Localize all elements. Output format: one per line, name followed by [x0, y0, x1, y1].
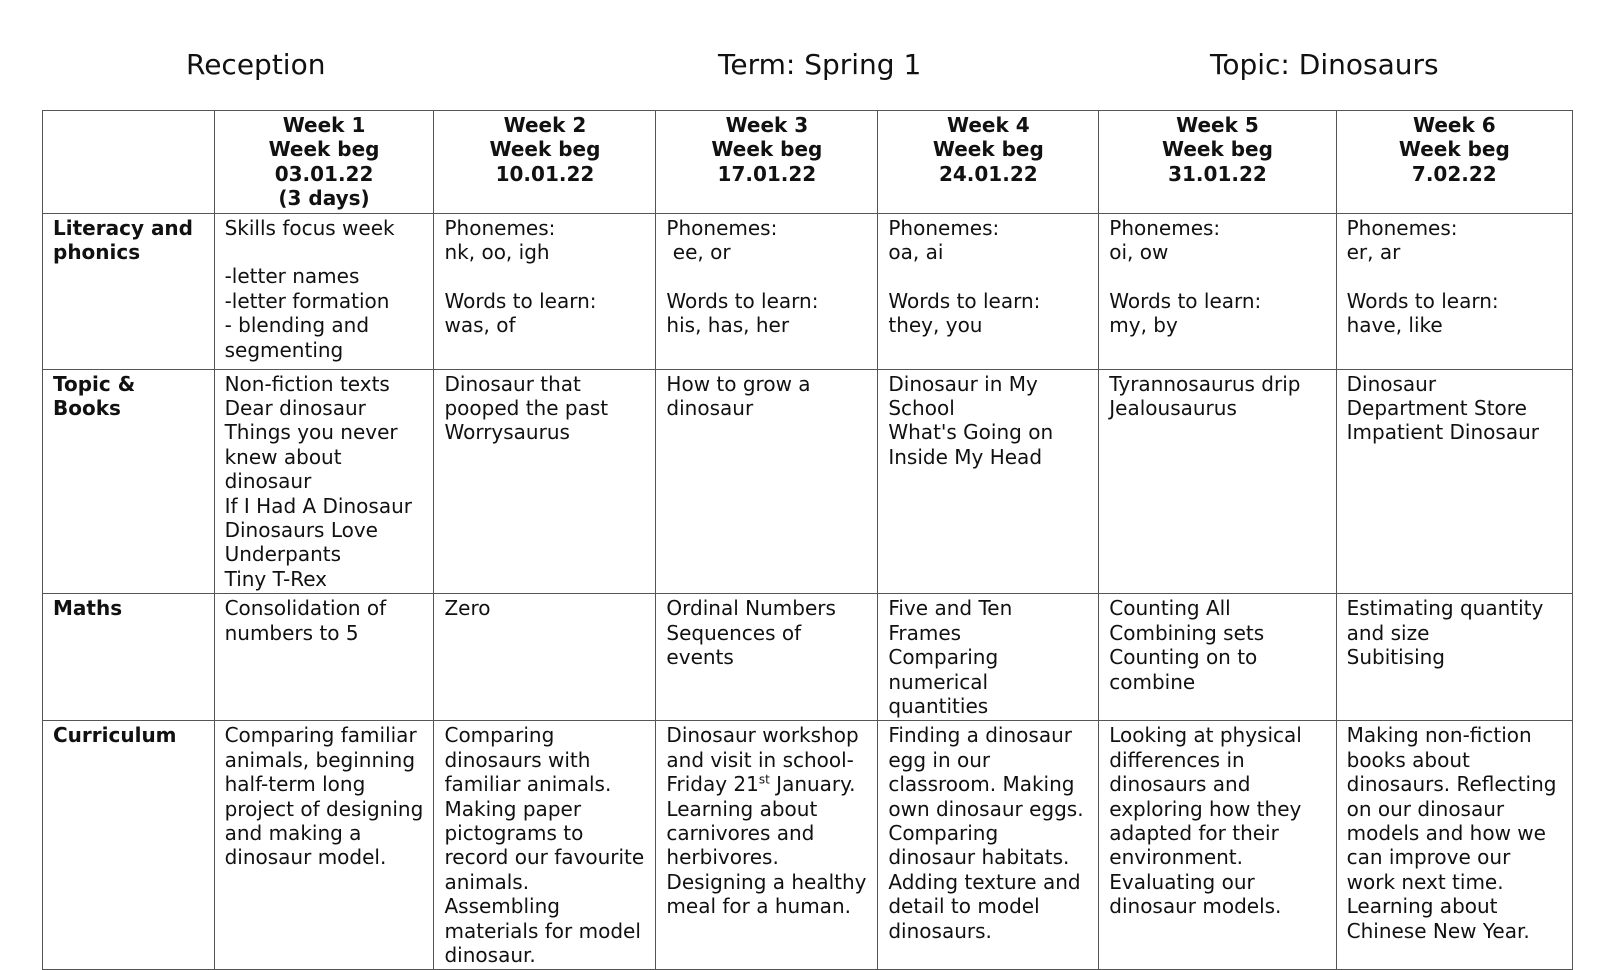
week-header-row [43, 111, 1573, 214]
cell-line: oa, ai [888, 240, 944, 265]
week-header [1336, 111, 1572, 214]
cell-line: Words to learn: [444, 288, 597, 313]
week-date: 31.01.22 [1168, 161, 1267, 186]
cell-line: was, of [444, 313, 516, 338]
literacy-cell [434, 213, 656, 369]
cell-line: Non-fiction texts [224, 371, 390, 396]
topic-cell [1336, 369, 1572, 594]
cell-line: ee, or [666, 240, 731, 265]
maths-cell [1099, 594, 1336, 721]
cell-line: Impatient Dinosaur [1346, 420, 1539, 445]
topic-cell [434, 369, 656, 594]
topic-cell [878, 369, 1099, 594]
blank-line [666, 264, 867, 288]
curriculum-row [43, 721, 1573, 970]
cell-line: Tyrannosaurus drip [1109, 371, 1301, 396]
cell-line: Words to learn: [666, 288, 819, 313]
curriculum-cell [214, 721, 434, 970]
topic-cell [1099, 369, 1336, 594]
cell-line: Combining sets [1109, 620, 1265, 645]
week-begin: Week beg 03.01.22 [268, 137, 380, 186]
curriculum-text-part: January. Learning about carnivores and herbivores. Designing a healthy meal for a human. [666, 772, 873, 919]
row-label-maths: Maths [43, 594, 215, 721]
cell-line: Phonemes: [888, 215, 1000, 240]
week-header [1099, 111, 1336, 214]
cell-line: Things you never knew about dinosaur [224, 420, 404, 494]
curriculum-cell [1099, 721, 1336, 970]
blank-line [444, 264, 645, 288]
topic-cell [656, 369, 878, 594]
cell-line: What's Going on Inside My Head [888, 420, 1060, 469]
cell-line: Sequences of events [666, 620, 808, 670]
cell-line: -letter names [224, 264, 360, 289]
maths-cell [434, 594, 656, 721]
cell-line: Words to learn: [1109, 288, 1262, 313]
week-header [656, 111, 878, 214]
week-title: Week 4 [946, 113, 1030, 137]
cell-line: er, ar [1346, 240, 1401, 265]
literacy-cell [878, 213, 1099, 369]
cell-line: Dear dinosaur [224, 396, 366, 421]
week-begin: Week beg [711, 137, 823, 162]
cell-line: Skills focus week [224, 215, 395, 240]
curriculum-text [666, 723, 873, 919]
literacy-row [43, 213, 1573, 369]
maths-cell [656, 594, 878, 721]
cell-line: Phonemes: [444, 215, 556, 240]
blank-line [888, 264, 1088, 288]
cell-line: Counting All [1109, 596, 1231, 621]
curriculum-cell [878, 721, 1099, 970]
maths-cell [878, 594, 1099, 721]
week-begin: Week beg [1398, 137, 1510, 162]
cell-line: his, has, her [666, 313, 790, 338]
cell-line: How to grow a dinosaur [666, 371, 817, 421]
cell-line: nk, oo, igh [444, 240, 550, 265]
curriculum-text: Finding a dinosaur egg in our classroom. Making own dinosaur eggs. Comparing dinosaur habitats. [888, 723, 1090, 870]
cell-line: they, you [888, 313, 983, 338]
term-label: Term: Spring 1 [718, 48, 922, 81]
curriculum-text-part: Dinosaur workshop and visit in school- Friday 21 [666, 723, 866, 797]
medium-term-plan-table [42, 110, 1573, 970]
week-header [214, 111, 434, 214]
cell-line: Ordinal Numbers [666, 596, 836, 621]
week-title: Week 2 [503, 113, 587, 137]
cell-line: Dinosaur Department Store [1346, 371, 1527, 421]
cell-line: Dinosaur that pooped the past [444, 371, 609, 421]
curriculum-cell [656, 721, 878, 970]
week-title: Week 5 [1176, 113, 1259, 137]
week-begin: Week beg [489, 137, 601, 162]
blank-line [1109, 264, 1325, 288]
row-label-literacy: Literacy and phonics [43, 213, 215, 369]
week-title: Week 3 [725, 113, 809, 137]
cell-line: - blending and segmenting [224, 313, 376, 362]
cell-line: Five and Ten Frames [888, 596, 1019, 645]
cell-line: Phonemes: [1109, 215, 1221, 240]
blank-line [1347, 264, 1562, 288]
ordinal-suffix: st [758, 772, 770, 787]
week-begin: Week beg [932, 137, 1044, 162]
week-date: (3 days) [278, 186, 370, 211]
cell-line: Jealousaurus [1109, 396, 1237, 421]
cell-line: Subitising [1346, 645, 1445, 670]
week-date: 10.01.22 [495, 161, 595, 186]
corner-cell [43, 111, 215, 214]
row-label-topic: Topic & Books [43, 369, 215, 594]
cell-line: oi, ow [1109, 240, 1169, 265]
cell-line: Phonemes: [666, 215, 778, 240]
class-label: Reception [186, 48, 326, 81]
page-header [0, 48, 1600, 88]
week-begin: Week beg [1161, 137, 1273, 162]
curriculum-text: Making non-fiction books about dinosaurs. Reflecting on our dinosaur models and how we can improve our work next time. [1346, 723, 1563, 894]
week-date: 7.02.22 [1411, 161, 1497, 186]
maths-row [43, 594, 1573, 721]
week-date: 24.01.22 [938, 161, 1038, 186]
literacy-cell [1336, 213, 1572, 369]
maths-cell [214, 594, 434, 721]
cell-line: Dinosaur in My School [888, 371, 1045, 421]
literacy-cell [214, 213, 434, 369]
curriculum-text-extra: Adding texture and detail to model dinosaurs. [888, 869, 1087, 943]
topic-label: Topic: Dinosaurs [1210, 48, 1439, 81]
curriculum-text: Comparing familiar animals, beginning half-term long project of designing and making a dinosaur model. [224, 723, 430, 870]
week-title: Week 6 [1412, 113, 1496, 137]
cell-line: have, like [1346, 313, 1443, 338]
cell-line: Tiny T-Rex [224, 566, 328, 591]
week-header [878, 111, 1099, 214]
literacy-cell [656, 213, 878, 369]
literacy-cell [1099, 213, 1336, 369]
curriculum-text: Looking at physical differences in dinosaurs and exploring how they adapted for their environment. Evaluating our dinosaur models. [1109, 723, 1309, 919]
cell-line: Comparing numerical quantities [888, 645, 1005, 718]
curriculum-cell [1336, 721, 1572, 970]
week-title: Week 1 [282, 113, 366, 137]
curriculum-text: Comparing dinosaurs with familiar animals. Making paper pictograms to record our favourite animals. Assembling materials for model dinosaur. [444, 723, 651, 967]
cell-line: Phonemes: [1346, 215, 1458, 240]
cell-line: If I Had A Dinosaur [224, 493, 412, 518]
curriculum-text-extra: Learning about Chinese New Year. [1346, 894, 1530, 943]
cell-line: Estimating quantity and size [1346, 596, 1550, 645]
topic-books-row [43, 369, 1573, 594]
blank-line [225, 240, 424, 264]
row-label-curriculum: Curriculum [43, 721, 215, 970]
cell-line: Worrysaurus [444, 420, 570, 445]
week-header [434, 111, 656, 214]
week-date: 17.01.22 [717, 161, 817, 186]
cell-line: Words to learn: [1346, 288, 1499, 313]
topic-cell [214, 369, 434, 594]
cell-line: Counting on to combine [1109, 645, 1264, 694]
curriculum-cell [434, 721, 656, 970]
cell-line: my, by [1109, 313, 1178, 338]
maths-cell [1336, 594, 1572, 721]
cell-line: Words to learn: [888, 288, 1041, 313]
cell-line: Dinosaurs Love Underpants [224, 518, 385, 567]
cell-line: -letter formation [224, 288, 390, 313]
cell-line: Consolidation of numbers to 5 [224, 596, 393, 645]
cell-line: Zero [444, 596, 491, 621]
